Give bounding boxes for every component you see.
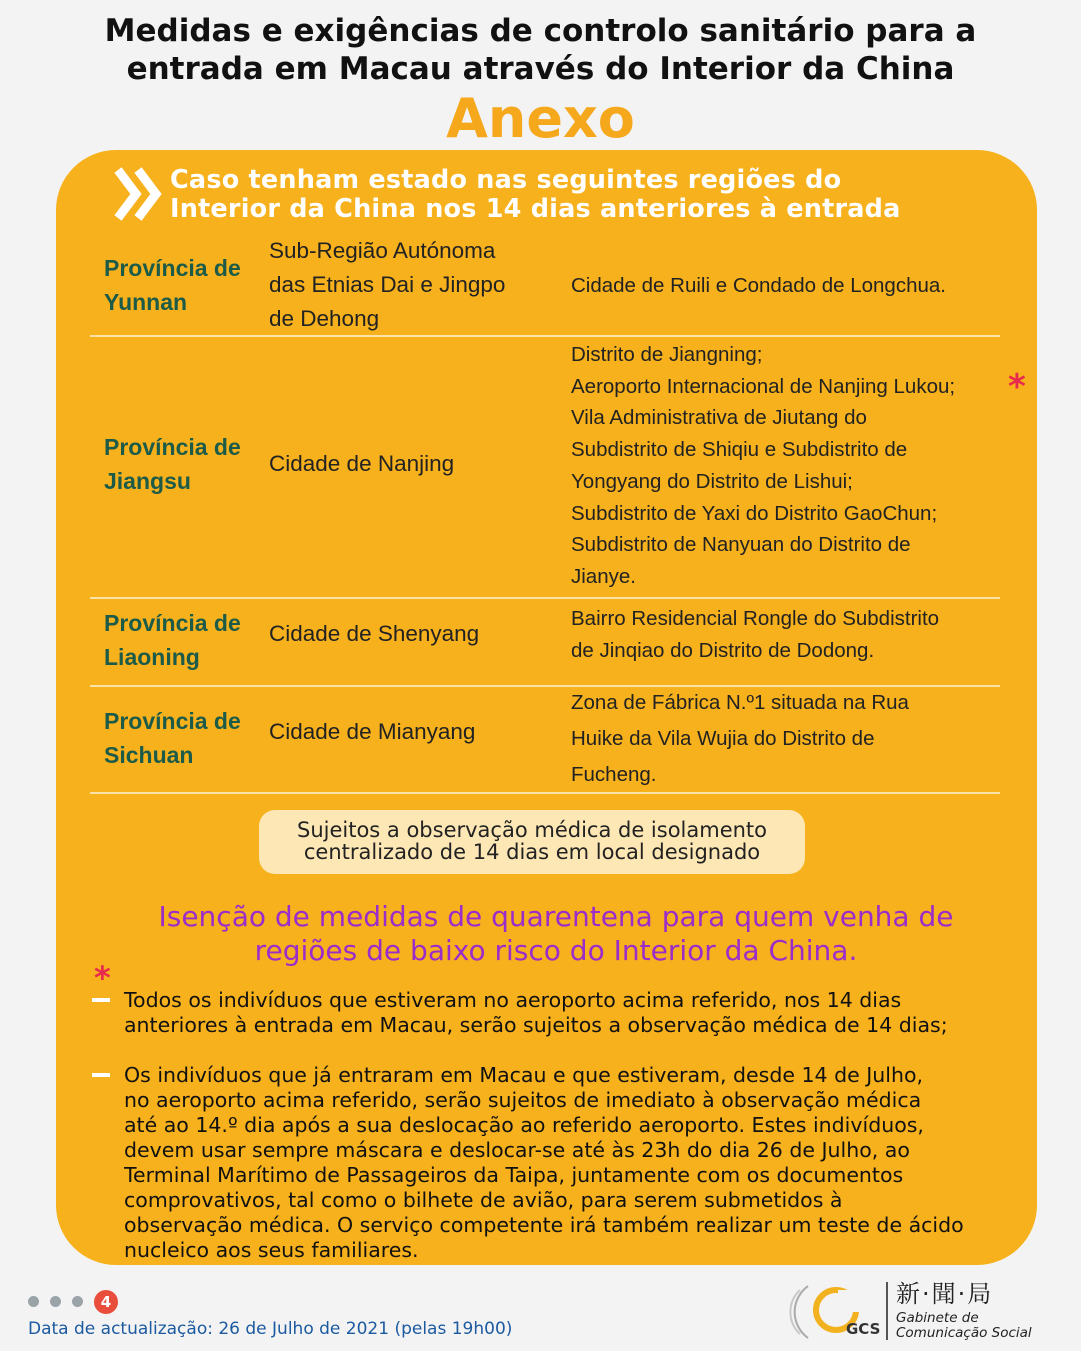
logo-chinese: 新·聞·局 xyxy=(896,1280,994,1308)
area-ruili: Cidade de Ruili e Condado de Longchua. xyxy=(571,274,946,297)
bullet-dash xyxy=(92,998,110,1002)
section-heading-line-2: Interior da China nos 14 dias anteriores à entrada xyxy=(170,194,901,224)
area-mianyang: Zona de Fábrica N.º1 situada na Rua Huike da Vila Wujia do Distrito de Fucheng. xyxy=(571,691,909,786)
city-mianyang: Cidade de Mianyang xyxy=(269,719,476,744)
bullet-dash xyxy=(92,1073,110,1077)
province-jiangsu: Província de Jiangsu xyxy=(104,434,241,494)
page-title xyxy=(0,12,1081,88)
annex-subtitle: Anexo xyxy=(446,87,635,150)
asterisk-marker: * xyxy=(1008,367,1026,407)
title-line-2: entrada em Macau através do Interior da China xyxy=(126,51,955,87)
exemption-heading: Isenção de medidas de quarentena para quem venha de regiões de baixo risco do Interior da China. xyxy=(158,900,954,967)
area-nanjing-list: Distrito de Jiangning; Aeroporto Internacional de Nanjing Lukou; Vila Administrativa de Jiutang do Subdistrito de Shiqiu e Subdistrito de Yongyang do Distrito de Lishui; Subdistrito de Yaxi do Distrito GaoChun; Subdistrito de Nanyuan do Distrito de Jianye. xyxy=(571,343,956,588)
row-divider xyxy=(90,597,1000,599)
province-sichuan: Província de Sichuan xyxy=(104,708,241,768)
city-dehong: Sub-Região Autónoma das Etnias Dai e Jingpo de Dehong xyxy=(269,238,506,331)
city-nanjing: Cidade de Nanjing xyxy=(269,451,455,476)
page-dot-1[interactable] xyxy=(28,1296,39,1307)
area-shenyang: Bairro Residencial Rongle do Subdistrito de Jinqiao do Distrito de Dodong. xyxy=(571,607,940,662)
double-chevron-right-icon xyxy=(114,166,164,222)
page-dot-3[interactable] xyxy=(72,1296,83,1307)
page-dot-2[interactable] xyxy=(50,1296,61,1307)
title-line-1: Medidas e exigências de controlo sanitário para a xyxy=(104,13,977,49)
province-yunnan: Província de Yunnan xyxy=(104,255,241,315)
province-liaoning: Província de Liaoning xyxy=(104,610,241,670)
logo-name: Gabinete de Comunicação Social xyxy=(896,1310,1032,1341)
note-airport: Todos os indivíduos que estiveram no aeroporto acima referido, nos 14 dias anteriores à entrada em Macau, serão sujeitos a observação médica de 14 dias; xyxy=(124,988,948,1037)
section-heading xyxy=(170,166,1030,224)
section-heading-line-1: Caso tenham estado nas seguintes regiões do xyxy=(170,165,842,195)
note-already-entered: Os indivíduos que já entraram em Macau e que estiveram, desde 14 de Julho, no aeroporto acima referido, serão sujeitos de imediato à observação médica até ao 14.º dia após a sua deslocação ao referido aeroporto. Estes indivíduos, devem usar sempre máscara e deslocar-se até às 23h do dia 26 de Julho, ao Terminal Marítimo de Passageiros da Taipa, juntamente com os documentos comprovativos, tal como o bilhete de avião, para serem submetidos à observação médica. O serviço competente irá também realizar um teste de ácido nucleico aos seus familiares. xyxy=(124,1063,964,1262)
row-divider xyxy=(90,792,1000,794)
logo-divider xyxy=(886,1282,888,1340)
row-divider xyxy=(90,335,1000,337)
logo-mark-text: GCS xyxy=(846,1320,881,1338)
page-number-current[interactable]: 4 xyxy=(94,1290,118,1314)
city-shenyang: Cidade de Shenyang xyxy=(269,621,480,646)
gcs-logo-icon xyxy=(790,1278,881,1344)
observation-badge: Sujeitos a observação médica de isolamento centralizado de 14 dias em local designado xyxy=(259,810,805,874)
asterisk-note-marker: * xyxy=(94,959,111,997)
update-date: Data de actualização: 26 de Julho de 2021 (pelas 19h00) xyxy=(28,1319,513,1339)
